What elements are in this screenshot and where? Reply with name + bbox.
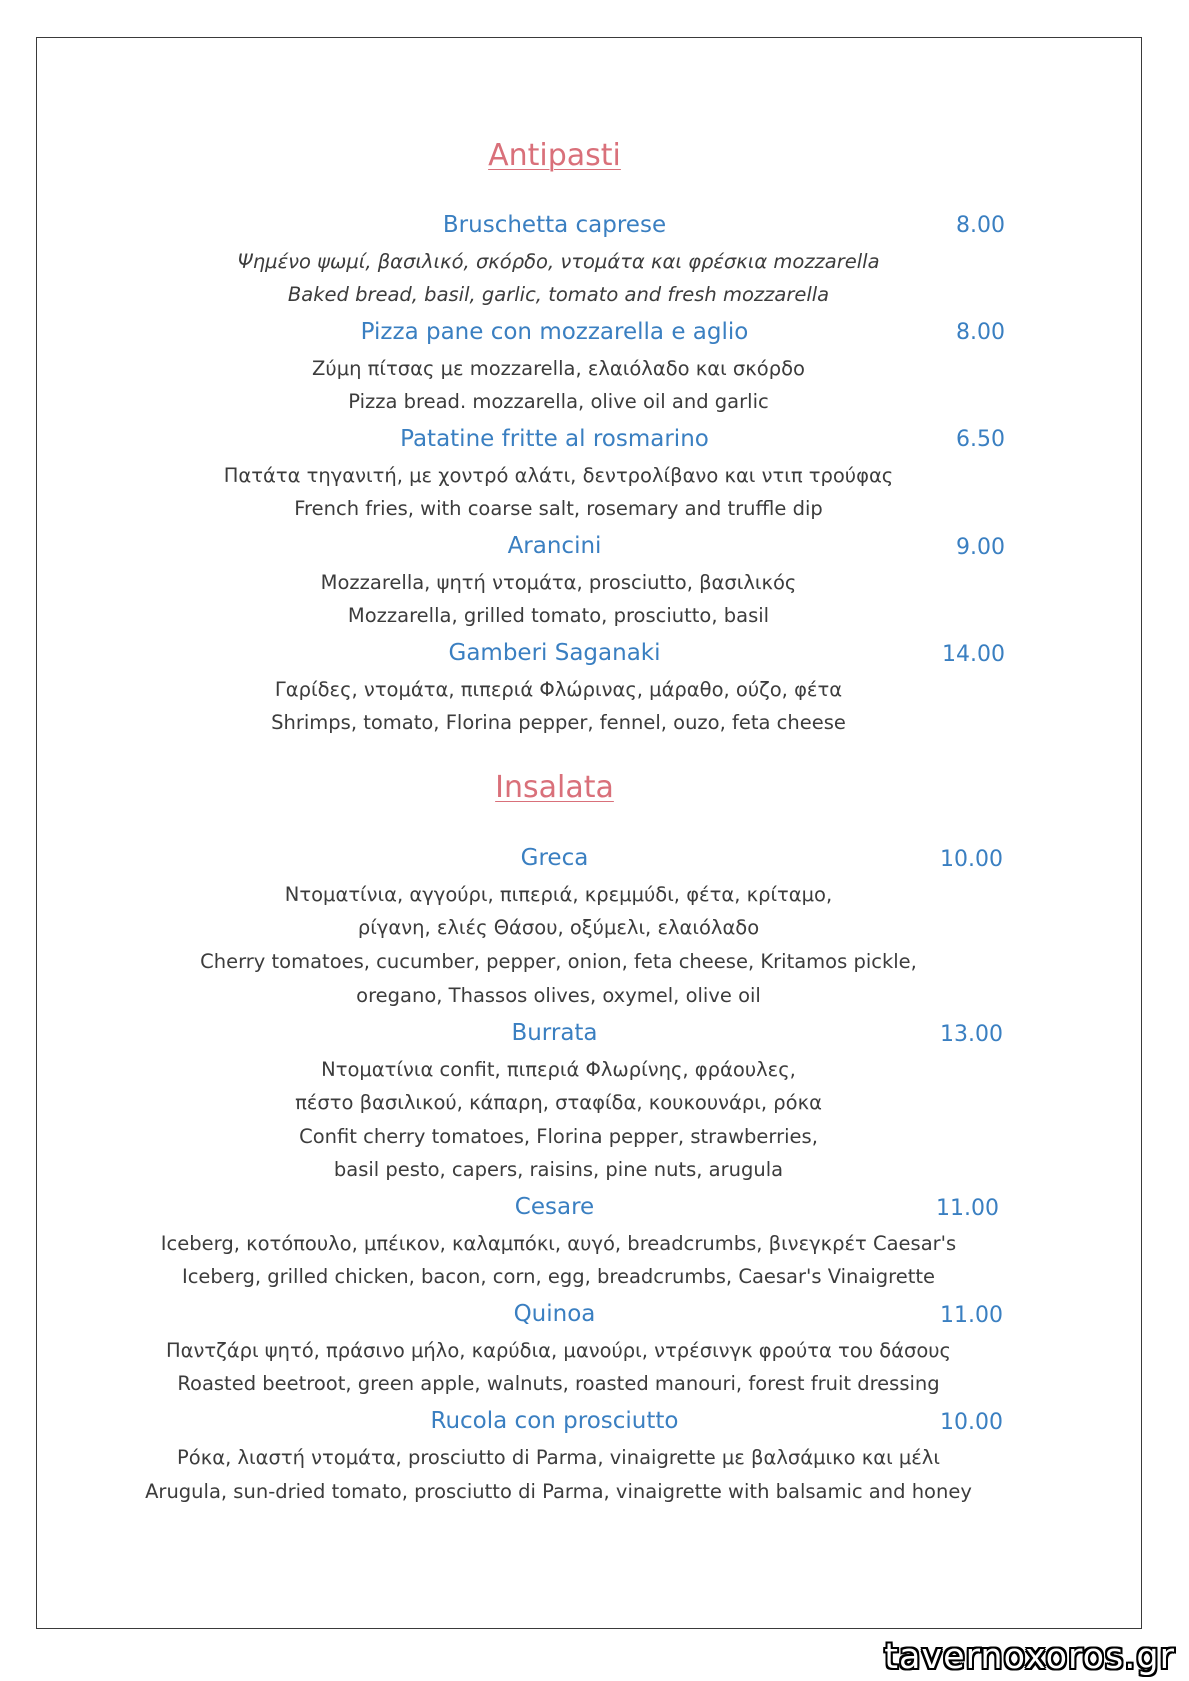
menu-item-price: 10.00 (940, 847, 1003, 872)
menu-item-desc-english: oregano, Thassos olives, oxymel, olive oil (356, 984, 761, 1007)
menu-item-desc-greek: πέστο βασιλικού, κάπαρη, σταφίδα, κουκουνάρι, ρόκα (295, 1091, 822, 1114)
menu-item-desc-english: Pizza bread. mozzarella, olive oil and garlic (348, 390, 769, 413)
menu-item-price: 9.00 (956, 535, 1005, 560)
menu-item-desc-greek: Γαρίδες, ντομάτα, πιπεριά Φλώρινας, μάραθο, ούζο, φέτα (274, 678, 843, 701)
menu-item-desc-english: Arugula, sun-dried tomato, prosciutto di Parma, vinaigrette with balsamic and honey (145, 1480, 972, 1503)
menu-item-price: 13.00 (940, 1022, 1003, 1047)
menu-item-price: 10.00 (940, 1410, 1003, 1435)
watermark-text: tavernoxoros.gr (884, 1637, 1175, 1677)
menu-item-desc-greek: Παντζάρι ψητό, πράσινο μήλο, καρύδια, μανούρι, ντρέσινγκ φρούτα του δάσους (165, 1339, 952, 1362)
menu-item-desc-greek: Ντοματίνια, αγγούρι, πιπεριά, κρεμμύδι, φέτα, κρίταμο, (284, 883, 833, 906)
menu-item-name: Quinoa (513, 1301, 596, 1327)
menu-item-name: Pizza pane con mozzarella e aglio (360, 319, 749, 345)
menu-item-name: Bruschetta caprese (442, 212, 667, 238)
menu-item-name: Patatine fritte al rosmarino (400, 426, 709, 452)
menu-item-desc-english: Confit cherry tomatoes, Florina pepper, strawberries, (299, 1125, 818, 1148)
menu-item-desc-english: basil pesto, capers, raisins, pine nuts, arugula (333, 1158, 784, 1181)
menu-item-desc-greek: Mozzarella, ψητή ντομάτα, prosciutto, βασιλικός (320, 571, 797, 594)
menu-item-desc-greek: Ζύμη πίτσας με mozzarella, ελαιόλαδο και σκόρδο (312, 357, 805, 380)
menu-item-desc-english: French fries, with coarse salt, rosemary and truffle dip (294, 497, 823, 520)
menu-item-name: Gamberi Saganaki (448, 640, 661, 666)
menu-item-name: Rucola con prosciutto (430, 1408, 679, 1434)
menu-item-name: Arancini (507, 533, 602, 559)
menu-item-name: Cesare (514, 1194, 595, 1220)
menu-item-price: 11.00 (936, 1196, 999, 1221)
menu-item-name: Greca (520, 845, 589, 871)
menu-item-price: 6.50 (956, 427, 1005, 452)
menu-item-desc-greek: Πατάτα τηγανιτή, με χοντρό αλάτι, δεντρολίβανο και ντιπ τρούφας (223, 464, 894, 487)
section-title-insalata: Insalata (495, 770, 614, 805)
menu-item-desc-english: Roasted beetroot, green apple, walnuts, roasted manouri, forest fruit dressing (177, 1372, 940, 1395)
menu-item-price: 11.00 (940, 1303, 1003, 1328)
menu-item-price: 8.00 (956, 320, 1005, 345)
menu-item-name: Burrata (511, 1020, 598, 1046)
menu-item-desc-greek: ρίγανη, ελιές Θάσου, οξύμελι, ελαιόλαδο (357, 916, 760, 939)
menu-item-desc-greek: Iceberg, κοτόπουλο, μπέικον, καλαμπόκι, αυγό, breadcrumbs, βινεγκρέτ Caesar's (160, 1232, 957, 1255)
menu-item-desc-english: Shrimps, tomato, Florina pepper, fennel, ouzo, feta cheese (271, 711, 846, 734)
menu-item-desc-greek: Ντοματίνια confit, πιπεριά Φλωρίνης, φράουλες, (321, 1058, 796, 1081)
menu-item-desc-english: Cherry tomatoes, cucumber, pepper, onion, feta cheese, Kritamos pickle, (200, 950, 917, 973)
menu-item-desc-english: Mozzarella, grilled tomato, prosciutto, basil (347, 604, 770, 627)
menu-item-desc-greek: Ψημένο ψωμί, βασιλικό, σκόρδο, ντομάτα και φρέσκια mozzarella (237, 250, 880, 273)
menu-item-desc-english: Baked bread, basil, garlic, tomato and fresh mozzarella (287, 283, 830, 306)
menu-item-desc-greek: Ρόκα, λιαστή ντομάτα, prosciutto di Parma, vinaigrette με βαλσάμικο και μέλι (177, 1446, 940, 1469)
menu-item-price: 14.00 (942, 642, 1005, 667)
section-title-antipasti: Antipasti (488, 138, 621, 173)
menu-item-desc-english: Iceberg, grilled chicken, bacon, corn, egg, breadcrumbs, Caesar's Vinaigrette (181, 1265, 936, 1288)
menu-item-price: 8.00 (956, 213, 1005, 238)
